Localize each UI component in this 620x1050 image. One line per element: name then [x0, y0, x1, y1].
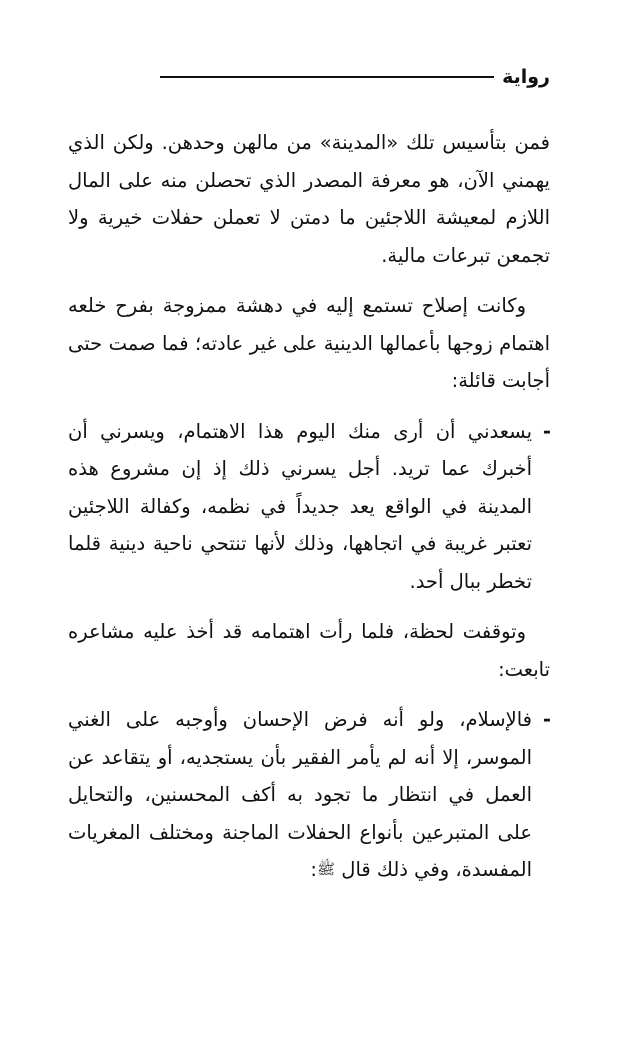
paragraph [68, 124, 550, 274]
honorific-glyph: ﷺ [316, 860, 336, 878]
paragraph-text: وكانت إصلاح تستمع إليه في دهشة ممزوجة بفرح خلعه اهتمام زوجها بأعمالها الدينية على غير عادته؛ فما صمت حتى أجابت قائلة: [68, 294, 550, 392]
paragraph [68, 287, 550, 400]
running-header [160, 62, 550, 92]
dialogue-paragraph [68, 413, 550, 601]
dialogue-dash: - [542, 708, 551, 731]
paragraph-text: فالإسلام، ولو أنه فرض الإحسان وأوجبه على الغني الموسر، إلا أنه لم يأمر الفقير بأن يستجديه، أو يتقاعد عن العمل في انتظار ما تجود به أكف المحسنين، والتحايل على المتبرعين بأنواع الحفلات الماجنة ومختلف المغريات المفسدة، وفي ذلك قال [68, 708, 532, 881]
dialogue-dash: - [542, 419, 551, 443]
paragraph-text: يسعدني أن أرى منك اليوم هذا الاهتمام، ويسرني أن أخبرك عما تريد. أجل يسرني ذلك إذ إن مشروع هذه المدينة في الواقع يعد جديداً في نظمه، وكفالة اللاجئين تعتبر غريبة في اتجاهها، وذلك لأنها تنتحي ناحية دينية قلما تخطر ببال أحد. [68, 419, 532, 593]
paragraph-ending: : [310, 858, 317, 881]
dialogue-paragraph [68, 701, 550, 889]
section-title: رواية [502, 66, 550, 88]
paragraph [68, 613, 550, 688]
paragraph-text: فمن بتأسيس تلك «المدينة» من مالهن وحدهن. ولكن الذي يهمني الآن، هو معرفة المصدر الذي تحصلن منه على المال اللازم لمعيشة اللاجئين ما دمتن لا تعملن حفلات خيرية ولا تجمعن تبرعات مالية. [68, 131, 550, 267]
paragraph-text: وتوقفت لحظة، فلما رأت اهتمامه قد أخذ عليه مشاعره تابعت: [68, 620, 550, 681]
text-body [68, 124, 550, 889]
header-rule [160, 76, 494, 78]
